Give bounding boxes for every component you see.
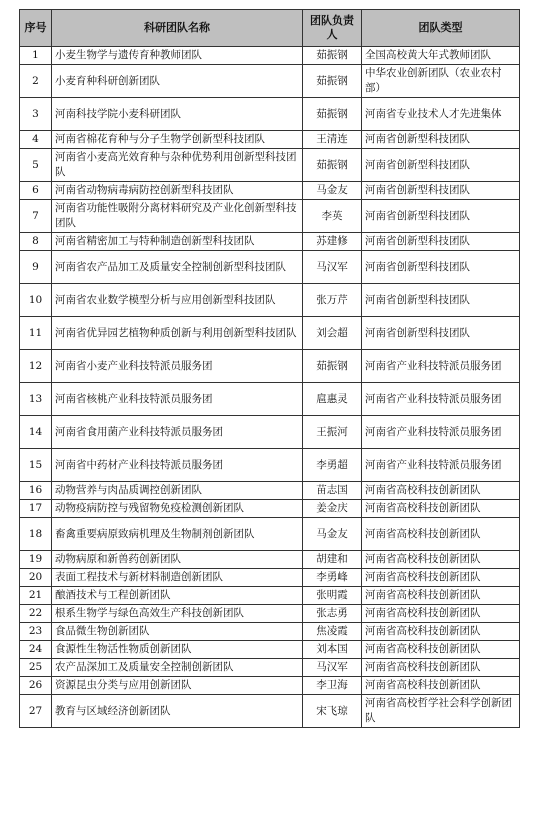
leader-cell: 王清连 bbox=[303, 131, 362, 149]
team-name-cell: 教育与区域经济创新团队 bbox=[52, 695, 303, 728]
table-row bbox=[20, 98, 520, 131]
table-row bbox=[20, 677, 520, 695]
table-row bbox=[20, 317, 520, 350]
leader-cell: 刘会超 bbox=[303, 317, 362, 350]
row-number: 23 bbox=[20, 623, 52, 641]
team-type-cell: 全国高校黄大年式教师团队 bbox=[362, 47, 520, 65]
team-name-cell: 小麦育种科研创新团队 bbox=[52, 65, 303, 98]
team-name-cell: 畜禽重要病原致病机理及生物制剂创新团队 bbox=[52, 518, 303, 551]
team-name-cell: 河南省核桃产业科技特派员服务团 bbox=[52, 383, 303, 416]
table-row bbox=[20, 695, 520, 728]
row-number: 17 bbox=[20, 500, 52, 518]
table-row bbox=[20, 605, 520, 623]
table-row bbox=[20, 659, 520, 677]
header-num: 序号 bbox=[20, 10, 52, 47]
row-number: 4 bbox=[20, 131, 52, 149]
table-row bbox=[20, 149, 520, 182]
team-type-cell: 河南省创新型科技团队 bbox=[362, 182, 520, 200]
table-row bbox=[20, 500, 520, 518]
table-row bbox=[20, 200, 520, 233]
leader-cell: 茹振钢 bbox=[303, 65, 362, 98]
leader-cell: 马汉军 bbox=[303, 659, 362, 677]
team-table bbox=[19, 9, 520, 728]
table-row bbox=[20, 518, 520, 551]
leader-cell: 李英 bbox=[303, 200, 362, 233]
team-name-cell: 河南省小麦高光效育种与杂种优势利用创新型科技团队 bbox=[52, 149, 303, 182]
row-number: 3 bbox=[20, 98, 52, 131]
row-number: 7 bbox=[20, 200, 52, 233]
team-name-cell: 河南省优异园艺植物种质创新与利用创新型科技团队 bbox=[52, 317, 303, 350]
row-number: 11 bbox=[20, 317, 52, 350]
team-type-cell: 河南省创新型科技团队 bbox=[362, 200, 520, 233]
leader-cell: 扈惠灵 bbox=[303, 383, 362, 416]
team-type-cell: 河南省产业科技特派员服务团 bbox=[362, 416, 520, 449]
table-row bbox=[20, 587, 520, 605]
team-name-cell: 河南科技学院小麦科研团队 bbox=[52, 98, 303, 131]
row-number: 5 bbox=[20, 149, 52, 182]
row-number: 22 bbox=[20, 605, 52, 623]
leader-cell: 宋飞琼 bbox=[303, 695, 362, 728]
leader-cell: 刘本国 bbox=[303, 641, 362, 659]
leader-cell: 李卫海 bbox=[303, 677, 362, 695]
row-number: 6 bbox=[20, 182, 52, 200]
leader-cell: 苏建修 bbox=[303, 233, 362, 251]
team-type-cell: 中华农业创新团队（农业农村部） bbox=[362, 65, 520, 98]
table-row bbox=[20, 383, 520, 416]
team-name-cell: 资源昆虫分类与应用创新团队 bbox=[52, 677, 303, 695]
team-name-cell: 河南省功能性吸附分离材料研究及产业化创新型科技团队 bbox=[52, 200, 303, 233]
leader-cell: 马金友 bbox=[303, 518, 362, 551]
team-type-cell: 河南省产业科技特派员服务团 bbox=[362, 449, 520, 482]
team-type-cell: 河南省高校哲学社会科学创新团队 bbox=[362, 695, 520, 728]
team-name-cell: 河南省食用菌产业科技特派员服务团 bbox=[52, 416, 303, 449]
table-row bbox=[20, 350, 520, 383]
team-type-cell: 河南省高校科技创新团队 bbox=[362, 605, 520, 623]
team-type-cell: 河南省创新型科技团队 bbox=[362, 233, 520, 251]
team-type-cell: 河南省创新型科技团队 bbox=[362, 131, 520, 149]
table-row bbox=[20, 65, 520, 98]
leader-cell: 李勇超 bbox=[303, 449, 362, 482]
table-row bbox=[20, 623, 520, 641]
row-number: 27 bbox=[20, 695, 52, 728]
leader-cell: 马汉军 bbox=[303, 251, 362, 284]
leader-cell: 苗志国 bbox=[303, 482, 362, 500]
leader-cell: 胡建和 bbox=[303, 551, 362, 569]
team-type-cell: 河南省高校科技创新团队 bbox=[362, 569, 520, 587]
team-name-cell: 小麦生物学与遗传育种教师团队 bbox=[52, 47, 303, 65]
leader-cell: 茹振钢 bbox=[303, 350, 362, 383]
row-number: 8 bbox=[20, 233, 52, 251]
row-number: 15 bbox=[20, 449, 52, 482]
team-name-cell: 动物营养与肉品质调控创新团队 bbox=[52, 482, 303, 500]
leader-cell: 姜金庆 bbox=[303, 500, 362, 518]
team-name-cell: 根系生物学与绿色高效生产科技创新团队 bbox=[52, 605, 303, 623]
row-number: 24 bbox=[20, 641, 52, 659]
leader-cell: 茹振钢 bbox=[303, 98, 362, 131]
team-type-cell: 河南省高校科技创新团队 bbox=[362, 623, 520, 641]
team-type-cell: 河南省产业科技特派员服务团 bbox=[362, 350, 520, 383]
row-number: 26 bbox=[20, 677, 52, 695]
team-type-cell: 河南省创新型科技团队 bbox=[362, 149, 520, 182]
team-name-cell: 河南省中药材产业科技特派员服务团 bbox=[52, 449, 303, 482]
team-name-cell: 食品微生物创新团队 bbox=[52, 623, 303, 641]
table-header-row bbox=[20, 10, 520, 47]
team-name-cell: 酿酒技术与工程创新团队 bbox=[52, 587, 303, 605]
leader-cell: 张万芹 bbox=[303, 284, 362, 317]
row-number: 19 bbox=[20, 551, 52, 569]
table-body bbox=[20, 47, 520, 728]
row-number: 12 bbox=[20, 350, 52, 383]
table-row bbox=[20, 551, 520, 569]
team-type-cell: 河南省高校科技创新团队 bbox=[362, 677, 520, 695]
team-name-cell: 河南省棉花育种与分子生物学创新型科技团队 bbox=[52, 131, 303, 149]
header-leader: 团队负责人 bbox=[303, 10, 362, 47]
leader-cell: 马金友 bbox=[303, 182, 362, 200]
team-type-cell: 河南省高校科技创新团队 bbox=[362, 659, 520, 677]
row-number: 13 bbox=[20, 383, 52, 416]
team-name-cell: 河南省农产品加工及质量安全控制创新型科技团队 bbox=[52, 251, 303, 284]
row-number: 9 bbox=[20, 251, 52, 284]
table-row bbox=[20, 251, 520, 284]
table-row bbox=[20, 47, 520, 65]
team-name-cell: 农产品深加工及质量安全控制创新团队 bbox=[52, 659, 303, 677]
team-type-cell: 河南省创新型科技团队 bbox=[362, 317, 520, 350]
team-name-cell: 食源性生物活性物质创新团队 bbox=[52, 641, 303, 659]
table-row bbox=[20, 569, 520, 587]
table-row bbox=[20, 233, 520, 251]
row-number: 14 bbox=[20, 416, 52, 449]
team-type-cell: 河南省高校科技创新团队 bbox=[362, 500, 520, 518]
header-team-name: 科研团队名称 bbox=[52, 10, 303, 47]
leader-cell: 焦凌霞 bbox=[303, 623, 362, 641]
row-number: 20 bbox=[20, 569, 52, 587]
leader-cell: 茹振钢 bbox=[303, 47, 362, 65]
team-list-document bbox=[19, 9, 520, 728]
team-type-cell: 河南省产业科技特派员服务团 bbox=[362, 383, 520, 416]
table-row bbox=[20, 131, 520, 149]
header-team-type: 团队类型 bbox=[362, 10, 520, 47]
row-number: 18 bbox=[20, 518, 52, 551]
row-number: 21 bbox=[20, 587, 52, 605]
team-type-cell: 河南省创新型科技团队 bbox=[362, 251, 520, 284]
row-number: 16 bbox=[20, 482, 52, 500]
leader-cell: 茹振钢 bbox=[303, 149, 362, 182]
team-name-cell: 动物病原和新兽药创新团队 bbox=[52, 551, 303, 569]
leader-cell: 王振河 bbox=[303, 416, 362, 449]
team-name-cell: 河南省动物病毒病防控创新型科技团队 bbox=[52, 182, 303, 200]
row-number: 1 bbox=[20, 47, 52, 65]
table-row bbox=[20, 641, 520, 659]
team-type-cell: 河南省专业技术人才先进集体 bbox=[362, 98, 520, 131]
leader-cell: 张明霞 bbox=[303, 587, 362, 605]
team-name-cell: 河南省精密加工与特种制造创新型科技团队 bbox=[52, 233, 303, 251]
team-type-cell: 河南省高校科技创新团队 bbox=[362, 551, 520, 569]
team-type-cell: 河南省高校科技创新团队 bbox=[362, 482, 520, 500]
leader-cell: 李勇峰 bbox=[303, 569, 362, 587]
team-name-cell: 河南省农业数学模型分析与应用创新型科技团队 bbox=[52, 284, 303, 317]
table-row bbox=[20, 482, 520, 500]
table-row bbox=[20, 449, 520, 482]
table-row bbox=[20, 416, 520, 449]
team-name-cell: 河南省小麦产业科技特派员服务团 bbox=[52, 350, 303, 383]
row-number: 10 bbox=[20, 284, 52, 317]
table-row bbox=[20, 284, 520, 317]
team-name-cell: 表面工程技术与新材料制造创新团队 bbox=[52, 569, 303, 587]
leader-cell: 张志勇 bbox=[303, 605, 362, 623]
team-type-cell: 河南省高校科技创新团队 bbox=[362, 587, 520, 605]
team-type-cell: 河南省高校科技创新团队 bbox=[362, 641, 520, 659]
team-type-cell: 河南省高校科技创新团队 bbox=[362, 518, 520, 551]
table-row bbox=[20, 182, 520, 200]
row-number: 2 bbox=[20, 65, 52, 98]
row-number: 25 bbox=[20, 659, 52, 677]
team-type-cell: 河南省创新型科技团队 bbox=[362, 284, 520, 317]
team-name-cell: 动物疫病防控与残留物免疫检测创新团队 bbox=[52, 500, 303, 518]
